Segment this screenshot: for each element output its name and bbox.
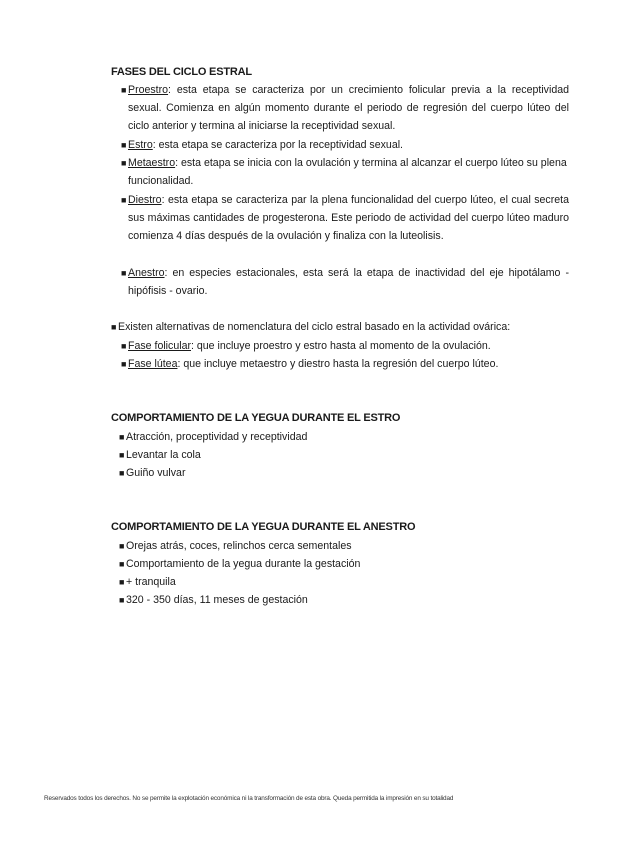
term-fase-lutea: Fase lútea: [128, 358, 178, 370]
desc-anestro: : en especies estacionales, esta será la etapa de inactividad del eje hipotálamo - hipófisis - ovario.: [128, 267, 569, 298]
list-item-fase-lutea: ■ Fase lútea: que incluye metaestro y diestro hasta la regresión del cuerpo lúteo.: [128, 355, 569, 373]
footer-copyright: Reservados todos los derechos. No se permite la explotación económica ni la transformación de esta obra. Queda permitida la impresión en su totalidad: [44, 795, 454, 802]
term-anestro: Anestro: [128, 267, 165, 279]
section-title-fases: FASES DEL CICLO ESTRAL: [111, 66, 252, 78]
list-item-estro-behavior: ■ Levantar la cola: [126, 446, 567, 464]
section-title-estro: COMPORTAMIENTO DE LA YEGUA DURANTE EL ESTRO: [111, 412, 401, 424]
list-item-anestro-behavior: ■ 320 - 350 días, 11 meses de gestación: [126, 591, 567, 609]
list-item-anestro-behavior: ■ Comportamiento de la yegua durante la gestación: [126, 555, 567, 573]
bullet-icon: ■: [119, 595, 125, 605]
term-metaestro: Metaestro: [128, 157, 176, 169]
section-title-anestro: COMPORTAMIENTO DE LA YEGUA DURANTE EL ANESTRO: [111, 521, 416, 533]
term-estro: Estro: [128, 139, 153, 151]
list-item-proestro: [121, 81, 569, 136]
desc-metaestro: : esta etapa se inicia con la ovulación y termina al alcanzar el cuerpo lúteo su plena funcionalidad.: [128, 157, 567, 188]
nomenclature-intro: ■ Existen alternativas de nomenclatura del ciclo estral basado en la actividad ovárica:: [118, 318, 578, 336]
bullet-icon: ■: [119, 450, 125, 460]
term-fase-folicular: Fase folicular: [128, 340, 191, 352]
bullet-icon: ■: [121, 85, 127, 95]
bullet-icon: ■: [121, 359, 127, 369]
bullet-icon: ■: [119, 432, 125, 442]
bullet-icon: ■: [121, 140, 127, 150]
bullet-icon: ■: [121, 341, 127, 351]
desc-estro: : esta etapa se caracteriza por la receptividad sexual.: [152, 139, 404, 151]
term-diestro: Diestro: [128, 194, 162, 206]
bullet-icon: ■: [119, 468, 125, 478]
term-proestro: Proestro: [128, 84, 169, 96]
list-item-diestro: [121, 191, 569, 246]
list-item-anestro: [121, 264, 569, 300]
list-item-fase-folicular: ■ Fase folicular: que incluye proestro y estro hasta al momento de la ovulación.: [128, 337, 569, 355]
bullet-icon: ■: [119, 577, 125, 587]
desc-diestro: : esta etapa se caracteriza par la plena funcionalidad del cuerpo lúteo, el cual secreta sus máximas cantidades de progesterona. Este periodo de actividad del cuerpo lúteo maduro comienza 4 días después de la ovulación y finaliza con la luteolisis.: [128, 194, 569, 243]
list-item-estro-behavior: ■ Atracción, proceptividad y receptividad: [126, 428, 567, 446]
desc-proestro: : esta etapa se caracteriza por un crecimiento folicular previa a la receptividad sexual. Comienza en algún momento durante el periodo de regresión del cuerpo lúteo del ciclo anterior y termina al iniciarse la receptividad sexual.: [128, 84, 569, 133]
bullet-icon: ■: [111, 322, 117, 332]
bullet-icon: ■: [121, 195, 127, 205]
list-item-anestro-behavior: ■ Orejas atrás, coces, relinchos cerca sementales: [126, 537, 567, 555]
list-item-anestro-behavior: ■ + tranquila: [126, 573, 567, 591]
bullet-icon: ■: [121, 158, 127, 168]
bullet-icon: ■: [119, 559, 125, 569]
bullet-icon: ■: [121, 268, 127, 278]
list-item-metaestro: [121, 154, 569, 190]
list-item-estro-behavior: ■ Guiño vulvar: [126, 464, 567, 482]
list-item-estro: [121, 136, 569, 154]
bullet-icon: ■: [119, 541, 125, 551]
